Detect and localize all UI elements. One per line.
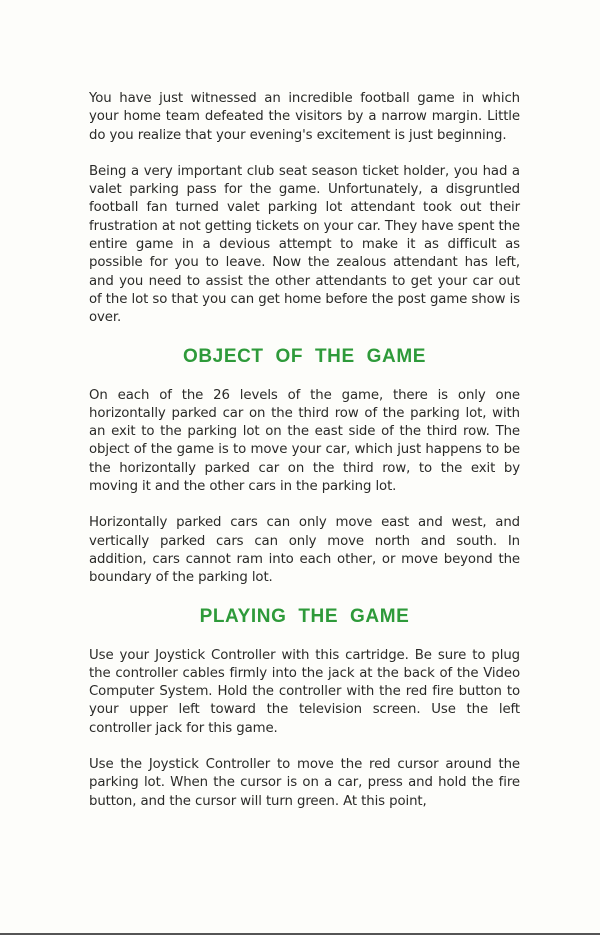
playing-paragraph-2: Use the Joystick Controller to move the red cursor around the parking lot. When the cursor is on a car, press and hold the fire button, and the cursor will turn green. At this point,: [89, 757, 520, 809]
playing-paragraph-1: Use your Joystick Controller with this cartridge. Be sure to plug the controller cables firmly into the jack at the back of the Video Computer System. Hold the controller with the red fire button to your upper left toward the television screen. Use the left controller jack for this game.: [89, 647, 520, 736]
manual-page: [89, 90, 520, 829]
intro-paragraph-2: Being a very important club seat season ticket holder, you had a valet parking pass for the game. Unfortunately, a disgruntled football fan turned valet parking lot attendant took out their frustration at not getting tickets on your car. They have spent the entire game in a devious attempt to make it as difficult as possible for you to leave. Now the zealous attendant has left, and you need to assist the other attendants to get your car out of the lot so that you can get home before the post game show is over.: [89, 163, 520, 326]
object-paragraph-1: On each of the 26 levels of the game, there is only one horizontally parked car on the third row of the parking lot, with an exit to the parking lot on the east side of the third row. The object of the game is to move your car, which just happens to be the horizontally parked car on the third row, to the exit by moving it and the other cars in the parking lot.: [89, 387, 520, 495]
object-paragraph-2: Horizontally parked cars can only move east and west, and vertically parked cars can only move north and south. In addition, cars cannot ram into each other, or move beyond the boundary of the parking lot.: [89, 515, 520, 586]
intro-paragraph-1: You have just witnessed an incredible football game in which your home team defeated the visitors by a narrow margin. Little do you realize that your evening's excitement is just beginning.: [89, 91, 520, 143]
object-heading: OBJECT OF THE GAME: [182, 345, 427, 367]
playing-heading: PLAYING THE GAME: [199, 605, 410, 627]
